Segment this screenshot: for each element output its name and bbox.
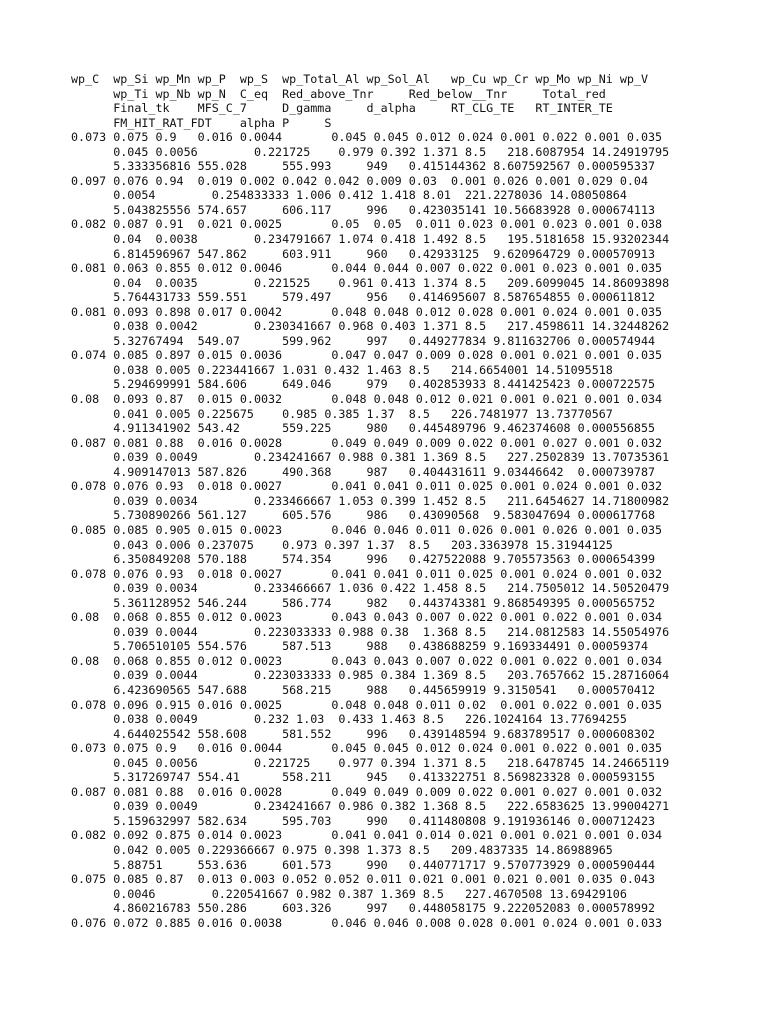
table-row-line: 0.081 0.063 0.855 0.012 0.0046 0.044 0.044 0.007 0.022 0.001 0.023 0.001 0.035	[71, 261, 663, 276]
header-line: FM_HIT_RAT_FDT alpha P S	[71, 115, 332, 130]
table-row-line: 5.706510105 554.576 587.513 988 0.438688259 9.169334491 0.00059374	[71, 639, 648, 654]
table-row-line: 0.038 0.0042 0.230341667 0.968 0.403 1.371 8.5 217.4598611 14.32448262	[71, 319, 670, 334]
table-row-line: 0.073 0.075 0.9 0.016 0.0044 0.045 0.045 0.012 0.024 0.001 0.022 0.001 0.035	[71, 130, 663, 145]
table-row-line: 0.039 0.0049 0.234241667 0.986 0.382 1.368 8.5 222.6583625 13.99004271	[71, 799, 670, 814]
table-row-line: 0.076 0.072 0.885 0.016 0.0038 0.046 0.046 0.008 0.028 0.001 0.024 0.001 0.033	[71, 915, 663, 930]
table-row-line: 5.730890266 561.127 605.576 986 0.43090568 9.583047694 0.000617768	[71, 508, 656, 523]
table-row-line: 0.045 0.0056 0.221725 0.977 0.394 1.371 8.5 218.6478745 14.24665119	[71, 755, 670, 770]
data-table-text	[71, 72, 761, 930]
table-row-line: 5.043825556 574.657 606.117 996 0.423035141 10.56683928 0.000674113	[71, 202, 656, 217]
table-row-line: 5.317269747 554.41 558.211 945 0.413322751 8.569823328 0.000593155	[71, 770, 656, 785]
table-row-line: 0.039 0.0044 0.223033333 0.985 0.384 1.369 8.5 203.7657662 15.28716064	[71, 668, 670, 683]
header-line: Final_tk MFS_C_7 D_gamma d_alpha RT_CLG_TE RT_INTER_TE	[71, 101, 613, 116]
table-row-line: 0.04 0.0035 0.221525 0.961 0.413 1.374 8.5 209.6099045 14.86093898	[71, 275, 670, 290]
table-row-line: 0.097 0.076 0.94 0.019 0.002 0.042 0.042 0.009 0.03 0.001 0.026 0.001 0.029 0.04	[71, 173, 648, 188]
table-row-line: 0.0046 0.220541667 0.982 0.387 1.369 8.5 227.4670508 13.69429106	[71, 886, 627, 901]
table-row-line: 0.073 0.075 0.9 0.016 0.0044 0.045 0.045 0.012 0.024 0.001 0.022 0.001 0.035	[71, 741, 663, 756]
table-row-line: 5.333356816 555.028 555.993 949 0.415144362 8.607592567 0.000595337	[71, 159, 656, 174]
table-row-line: 0.041 0.005 0.225675 0.985 0.385 1.37 8.5 226.7481977 13.73770567	[71, 406, 613, 421]
table-row-line: 0.039 0.0049 0.234241667 0.988 0.381 1.369 8.5 227.2502839 13.70735361	[71, 450, 670, 465]
table-row-line: 0.038 0.005 0.223441667 1.031 0.432 1.463 8.5 214.6654001 14.51095518	[71, 362, 613, 377]
table-row-line: 0.082 0.092 0.875 0.014 0.0023 0.041 0.041 0.014 0.021 0.001 0.021 0.001 0.034	[71, 828, 663, 843]
table-row-line: 0.082 0.087 0.91 0.021 0.0025 0.05 0.05 0.011 0.023 0.001 0.023 0.001 0.038	[71, 217, 663, 232]
table-row-line: 0.039 0.0044 0.223033333 0.988 0.38 1.368 8.5 214.0812583 14.55054976	[71, 624, 670, 639]
table-row-line: 5.32767494 549.07 599.962 997 0.449277834 9.811632706 0.000574944	[71, 333, 656, 348]
table-row-line: 4.911341902 543.42 559.225 980 0.445489796 9.462374608 0.000556855	[71, 421, 656, 436]
table-row-line: 6.814596967 547.862 603.911 960 0.42933125 9.620964729 0.000570913	[71, 246, 656, 261]
table-row-line: 4.909147013 587.826 490.368 987 0.404431611 9.03446642 0.000739787	[71, 464, 656, 479]
table-row-line: 0.04 0.0038 0.234791667 1.074 0.418 1.492 8.5 195.5181658 15.93202344	[71, 232, 670, 247]
table-row-line: 0.039 0.0034 0.233466667 1.053 0.399 1.452 8.5 211.6454627 14.71800982	[71, 493, 670, 508]
table-row-line: 0.078 0.076 0.93 0.018 0.0027 0.041 0.041 0.011 0.025 0.001 0.024 0.001 0.032	[71, 566, 663, 581]
header-line: wp_Ti wp_Nb wp_N C_eq Red_above_Tnr Red_below__Tnr Total_red	[71, 86, 606, 101]
table-row-line: 0.043 0.006 0.237075 0.973 0.397 1.37 8.5 203.3363978 15.31944125	[71, 537, 613, 552]
table-row-line: 0.045 0.0056 0.221725 0.979 0.392 1.371 8.5 218.6087954 14.24919795	[71, 144, 670, 159]
table-row-line: 5.88751 553.636 601.573 990 0.440771717 9.570773929 0.000590444	[71, 857, 656, 872]
table-row-line: 0.074 0.085 0.897 0.015 0.0036 0.047 0.047 0.009 0.028 0.001 0.021 0.001 0.035	[71, 348, 663, 363]
table-row-line: 5.159632997 582.634 595.703 990 0.411480808 9.191936146 0.000712423	[71, 813, 656, 828]
table-row-line: 0.038 0.0049 0.232 1.03 0.433 1.463 8.5 226.1024164 13.77694255	[71, 712, 627, 727]
table-row-line: 0.039 0.0034 0.233466667 1.036 0.422 1.458 8.5 214.7505012 14.50520479	[71, 581, 670, 596]
table-row-line: 0.087 0.081 0.88 0.016 0.0028 0.049 0.049 0.009 0.022 0.001 0.027 0.001 0.032	[71, 435, 663, 450]
table-row-line: 0.081 0.093 0.898 0.017 0.0042 0.048 0.048 0.012 0.028 0.001 0.024 0.001 0.035	[71, 304, 663, 319]
table-row-line: 6.350849208 570.188 574.354 996 0.427522088 9.705573563 0.000654399	[71, 552, 656, 567]
table-row-line: 5.764431733 559.551 579.497 956 0.414695607 8.587654855 0.000611812	[71, 290, 656, 305]
table-row-line: 6.423690565 547.688 568.215 988 0.445659919 9.3150541 0.000570412	[71, 682, 656, 697]
table-row-line: 0.085 0.085 0.905 0.015 0.0023 0.046 0.046 0.011 0.026 0.001 0.026 0.001 0.035	[71, 522, 663, 537]
table-row-line: 0.078 0.096 0.915 0.016 0.0025 0.048 0.048 0.011 0.02 0.001 0.022 0.001 0.035	[71, 697, 663, 712]
header-line: wp_C wp_Si wp_Mn wp_P wp_S wp_Total_Al wp_Sol_Al wp_Cu wp_Cr wp_Mo wp_Ni wp_V	[71, 72, 648, 86]
table-row-line: 5.361128952 546.244 586.774 982 0.443743381 9.868549395 0.000565752	[71, 595, 656, 610]
table-row-line: 0.087 0.081 0.88 0.016 0.0028 0.049 0.049 0.009 0.022 0.001 0.027 0.001 0.032	[71, 784, 663, 799]
table-row-line: 5.294699991 584.606 649.046 979 0.402853933 8.441425423 0.000722575	[71, 377, 656, 392]
table-row-line: 0.0054 0.254833333 1.006 0.412 1.418 8.01 221.2278036 14.08050864	[71, 188, 627, 203]
table-row-line: 0.08 0.093 0.87 0.015 0.0032 0.048 0.048 0.012 0.021 0.001 0.021 0.001 0.034	[71, 392, 663, 407]
table-row-line: 0.08 0.068 0.855 0.012 0.0023 0.043 0.043 0.007 0.022 0.001 0.022 0.001 0.034	[71, 610, 663, 625]
table-row-line: 0.075 0.085 0.87 0.013 0.003 0.052 0.052 0.011 0.021 0.001 0.021 0.001 0.035 0.043	[71, 872, 656, 887]
table-row-line: 4.860216783 550.286 603.326 997 0.448058175 9.222052083 0.000578992	[71, 901, 656, 916]
table-row-line: 0.078 0.076 0.93 0.018 0.0027 0.041 0.041 0.011 0.025 0.001 0.024 0.001 0.032	[71, 479, 663, 494]
table-row-line: 4.644025542 558.608 581.552 996 0.439148594 9.683789517 0.000608302	[71, 726, 656, 741]
table-row-line: 0.042 0.005 0.229366667 0.975 0.398 1.373 8.5 209.4837335 14.86988965	[71, 842, 613, 857]
table-row-line: 0.08 0.068 0.855 0.012 0.0023 0.043 0.043 0.007 0.022 0.001 0.022 0.001 0.034	[71, 653, 663, 668]
